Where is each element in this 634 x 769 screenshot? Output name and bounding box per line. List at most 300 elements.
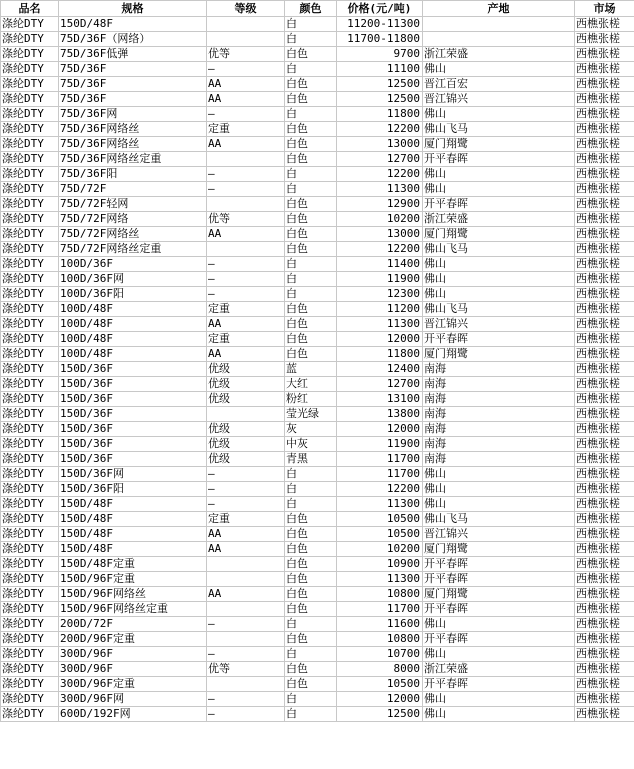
cell-market: 西樵张槎	[575, 377, 634, 392]
cell-spec: 150D/36F	[59, 392, 207, 407]
table-row	[1, 572, 634, 587]
cell-product-name: 涤纶DTY	[1, 617, 59, 632]
cell-grade	[207, 32, 285, 47]
table-row	[1, 317, 634, 332]
cell-market: 西樵张槎	[575, 137, 634, 152]
cell-origin: 佛山	[423, 182, 575, 197]
table-row	[1, 92, 634, 107]
cell-color: 白色	[285, 122, 337, 137]
table-row	[1, 122, 634, 137]
cell-market: 西樵张槎	[575, 422, 634, 437]
cell-price: 10900	[337, 557, 423, 572]
cell-market: 西樵张槎	[575, 62, 634, 77]
cell-product-name: 涤纶DTY	[1, 407, 59, 422]
cell-spec: 150D/48F	[59, 527, 207, 542]
cell-product-name: 涤纶DTY	[1, 197, 59, 212]
table-row	[1, 542, 634, 557]
cell-spec: 100D/36F	[59, 257, 207, 272]
cell-price: 13100	[337, 392, 423, 407]
header-market: 市场	[575, 1, 634, 17]
cell-market: 西樵张槎	[575, 317, 634, 332]
cell-market: 西樵张槎	[575, 512, 634, 527]
cell-market: 西樵张槎	[575, 437, 634, 452]
cell-market: 西樵张槎	[575, 557, 634, 572]
cell-product-name: 涤纶DTY	[1, 32, 59, 47]
table-row	[1, 137, 634, 152]
table-row	[1, 107, 634, 122]
table-row	[1, 437, 634, 452]
cell-market: 西樵张槎	[575, 392, 634, 407]
cell-grade: 优级	[207, 422, 285, 437]
table-row	[1, 17, 634, 32]
cell-market: 西樵张槎	[575, 332, 634, 347]
cell-price: 11100	[337, 62, 423, 77]
cell-origin: 厦门翔鹭	[423, 137, 575, 152]
cell-grade: 优级	[207, 452, 285, 467]
table-row	[1, 707, 634, 722]
cell-grade: 定重	[207, 512, 285, 527]
cell-price: 11700	[337, 467, 423, 482]
cell-grade: —	[207, 182, 285, 197]
table-row	[1, 482, 634, 497]
table-row	[1, 527, 634, 542]
cell-origin: 南海	[423, 437, 575, 452]
cell-price: 11300	[337, 497, 423, 512]
cell-grade: —	[207, 692, 285, 707]
cell-product-name: 涤纶DTY	[1, 182, 59, 197]
cell-grade: —	[207, 467, 285, 482]
cell-product-name: 涤纶DTY	[1, 392, 59, 407]
cell-market: 西樵张槎	[575, 32, 634, 47]
cell-spec: 75D/72F网络丝	[59, 227, 207, 242]
cell-origin: 开平春晖	[423, 572, 575, 587]
cell-product-name: 涤纶DTY	[1, 17, 59, 32]
cell-product-name: 涤纶DTY	[1, 167, 59, 182]
cell-color: 白色	[285, 662, 337, 677]
cell-product-name: 涤纶DTY	[1, 137, 59, 152]
table-row	[1, 287, 634, 302]
cell-spec: 200D/72F	[59, 617, 207, 632]
cell-spec: 150D/36F阳	[59, 482, 207, 497]
cell-product-name: 涤纶DTY	[1, 302, 59, 317]
cell-origin: 厦门翔鹭	[423, 347, 575, 362]
cell-grade: —	[207, 272, 285, 287]
cell-product-name: 涤纶DTY	[1, 557, 59, 572]
cell-product-name: 涤纶DTY	[1, 287, 59, 302]
cell-product-name: 涤纶DTY	[1, 92, 59, 107]
cell-product-name: 涤纶DTY	[1, 377, 59, 392]
cell-origin: 佛山	[423, 287, 575, 302]
cell-market: 西樵张槎	[575, 347, 634, 362]
cell-grade	[207, 407, 285, 422]
cell-grade: —	[207, 62, 285, 77]
cell-price: 12000	[337, 422, 423, 437]
cell-price: 13000	[337, 137, 423, 152]
table-row	[1, 602, 634, 617]
cell-grade: —	[207, 482, 285, 497]
table-row	[1, 692, 634, 707]
cell-price: 11700	[337, 452, 423, 467]
cell-market: 西樵张槎	[575, 362, 634, 377]
cell-price: 12500	[337, 92, 423, 107]
cell-product-name: 涤纶DTY	[1, 47, 59, 62]
cell-market: 西樵张槎	[575, 467, 634, 482]
cell-grade: AA	[207, 587, 285, 602]
cell-product-name: 涤纶DTY	[1, 647, 59, 662]
cell-spec: 150D/36F	[59, 362, 207, 377]
cell-color: 白色	[285, 542, 337, 557]
cell-spec: 100D/48F	[59, 317, 207, 332]
cell-product-name: 涤纶DTY	[1, 317, 59, 332]
cell-spec: 75D/36F网络丝	[59, 122, 207, 137]
cell-origin: 厦门翔鹭	[423, 542, 575, 557]
table-row	[1, 677, 634, 692]
cell-product-name: 涤纶DTY	[1, 692, 59, 707]
table-row	[1, 422, 634, 437]
cell-grade: —	[207, 617, 285, 632]
cell-market: 西樵张槎	[575, 227, 634, 242]
cell-spec: 200D/96F定重	[59, 632, 207, 647]
cell-price: 11800	[337, 107, 423, 122]
cell-spec: 75D/36F网络丝定重	[59, 152, 207, 167]
cell-color: 白色	[285, 527, 337, 542]
cell-grade: AA	[207, 227, 285, 242]
cell-spec: 150D/36F	[59, 452, 207, 467]
cell-origin: 开平春晖	[423, 677, 575, 692]
cell-color: 白色	[285, 47, 337, 62]
cell-grade: —	[207, 167, 285, 182]
cell-color: 青黑	[285, 452, 337, 467]
header-spec: 规格	[59, 1, 207, 17]
cell-price: 12200	[337, 122, 423, 137]
cell-product-name: 涤纶DTY	[1, 152, 59, 167]
cell-grade: —	[207, 287, 285, 302]
table-row	[1, 407, 634, 422]
cell-origin: 开平春晖	[423, 557, 575, 572]
cell-market: 西樵张槎	[575, 647, 634, 662]
table-row	[1, 617, 634, 632]
cell-product-name: 涤纶DTY	[1, 227, 59, 242]
cell-origin: 佛山飞马	[423, 242, 575, 257]
cell-price: 11600	[337, 617, 423, 632]
table-row	[1, 242, 634, 257]
cell-color: 白色	[285, 152, 337, 167]
cell-product-name: 涤纶DTY	[1, 497, 59, 512]
cell-grade: 定重	[207, 122, 285, 137]
cell-origin: 南海	[423, 422, 575, 437]
cell-price: 10800	[337, 587, 423, 602]
cell-product-name: 涤纶DTY	[1, 242, 59, 257]
cell-origin: 佛山	[423, 62, 575, 77]
cell-spec: 150D/48F定重	[59, 557, 207, 572]
cell-origin: 开平春晖	[423, 152, 575, 167]
cell-color: 白色	[285, 317, 337, 332]
cell-origin	[423, 32, 575, 47]
cell-color: 白	[285, 107, 337, 122]
cell-origin: 开平春晖	[423, 197, 575, 212]
cell-spec: 75D/36F网	[59, 107, 207, 122]
cell-grade: AA	[207, 317, 285, 332]
cell-origin: 佛山	[423, 257, 575, 272]
cell-origin: 佛山飞马	[423, 302, 575, 317]
cell-market: 西樵张槎	[575, 182, 634, 197]
cell-spec: 150D/96F网络丝定重	[59, 602, 207, 617]
table-row	[1, 452, 634, 467]
cell-market: 西樵张槎	[575, 47, 634, 62]
cell-price: 10700	[337, 647, 423, 662]
cell-product-name: 涤纶DTY	[1, 107, 59, 122]
cell-market: 西樵张槎	[575, 92, 634, 107]
cell-origin: 晋江锦兴	[423, 317, 575, 332]
cell-market: 西樵张槎	[575, 77, 634, 92]
cell-origin: 晋江锦兴	[423, 92, 575, 107]
cell-grade: AA	[207, 527, 285, 542]
cell-spec: 75D/72F轻网	[59, 197, 207, 212]
cell-color: 白	[285, 707, 337, 722]
cell-color: 白	[285, 17, 337, 32]
cell-price: 10800	[337, 632, 423, 647]
cell-product-name: 涤纶DTY	[1, 212, 59, 227]
cell-price: 11800	[337, 347, 423, 362]
cell-origin: 浙江荣盛	[423, 212, 575, 227]
cell-grade: —	[207, 647, 285, 662]
cell-grade: 优等	[207, 47, 285, 62]
cell-market: 西樵张槎	[575, 242, 634, 257]
cell-origin: 厦门翔鹭	[423, 587, 575, 602]
cell-origin: 佛山	[423, 167, 575, 182]
cell-price: 12000	[337, 332, 423, 347]
cell-market: 西樵张槎	[575, 707, 634, 722]
cell-price: 12700	[337, 377, 423, 392]
cell-grade	[207, 632, 285, 647]
cell-grade: AA	[207, 137, 285, 152]
cell-product-name: 涤纶DTY	[1, 62, 59, 77]
cell-product-name: 涤纶DTY	[1, 452, 59, 467]
table-body	[1, 17, 634, 722]
table-row	[1, 347, 634, 362]
cell-market: 西樵张槎	[575, 482, 634, 497]
header-color: 颜色	[285, 1, 337, 17]
cell-grade	[207, 17, 285, 32]
cell-grade	[207, 602, 285, 617]
cell-origin: 佛山飞马	[423, 512, 575, 527]
cell-color: 白	[285, 167, 337, 182]
cell-market: 西樵张槎	[575, 527, 634, 542]
cell-color: 白色	[285, 602, 337, 617]
cell-color: 白色	[285, 512, 337, 527]
cell-product-name: 涤纶DTY	[1, 602, 59, 617]
cell-spec: 300D/96F	[59, 647, 207, 662]
cell-color: 白色	[285, 137, 337, 152]
cell-market: 西樵张槎	[575, 497, 634, 512]
cell-color: 白	[285, 272, 337, 287]
cell-color: 白色	[285, 197, 337, 212]
cell-product-name: 涤纶DTY	[1, 707, 59, 722]
cell-origin: 南海	[423, 452, 575, 467]
cell-origin: 南海	[423, 377, 575, 392]
cell-price: 11300	[337, 572, 423, 587]
cell-product-name: 涤纶DTY	[1, 482, 59, 497]
cell-product-name: 涤纶DTY	[1, 257, 59, 272]
cell-spec: 150D/36F网	[59, 467, 207, 482]
cell-market: 西樵张槎	[575, 272, 634, 287]
cell-spec: 150D/36F	[59, 422, 207, 437]
cell-origin: 佛山飞马	[423, 122, 575, 137]
table-row	[1, 272, 634, 287]
cell-market: 西樵张槎	[575, 617, 634, 632]
cell-color: 粉红	[285, 392, 337, 407]
cell-product-name: 涤纶DTY	[1, 122, 59, 137]
cell-origin: 开平春晖	[423, 332, 575, 347]
cell-spec: 75D/36F（网络）	[59, 32, 207, 47]
table-row	[1, 227, 634, 242]
cell-market: 西樵张槎	[575, 122, 634, 137]
cell-grade: —	[207, 257, 285, 272]
cell-price: 11300	[337, 317, 423, 332]
cell-grade: —	[207, 107, 285, 122]
cell-product-name: 涤纶DTY	[1, 632, 59, 647]
cell-market: 西樵张槎	[575, 197, 634, 212]
table-row	[1, 197, 634, 212]
cell-price: 12200	[337, 167, 423, 182]
cell-price: 12200	[337, 482, 423, 497]
cell-market: 西樵张槎	[575, 212, 634, 227]
cell-product-name: 涤纶DTY	[1, 437, 59, 452]
cell-origin: 南海	[423, 392, 575, 407]
cell-color: 白色	[285, 77, 337, 92]
cell-grade	[207, 572, 285, 587]
cell-price: 11200	[337, 302, 423, 317]
cell-price: 11200-11300	[337, 17, 423, 32]
cell-product-name: 涤纶DTY	[1, 572, 59, 587]
cell-color: 莹光绿	[285, 407, 337, 422]
table-row	[1, 32, 634, 47]
cell-product-name: 涤纶DTY	[1, 347, 59, 362]
cell-market: 西樵张槎	[575, 107, 634, 122]
cell-market: 西樵张槎	[575, 302, 634, 317]
cell-product-name: 涤纶DTY	[1, 332, 59, 347]
cell-color: 中灰	[285, 437, 337, 452]
cell-origin: 佛山	[423, 467, 575, 482]
cell-grade: —	[207, 497, 285, 512]
table-row	[1, 77, 634, 92]
cell-price: 10500	[337, 527, 423, 542]
table-row	[1, 167, 634, 182]
table-row	[1, 62, 634, 77]
cell-price: 13800	[337, 407, 423, 422]
cell-product-name: 涤纶DTY	[1, 677, 59, 692]
cell-origin: 佛山	[423, 692, 575, 707]
cell-grade	[207, 242, 285, 257]
cell-color: 白色	[285, 92, 337, 107]
cell-price: 10200	[337, 542, 423, 557]
cell-price: 12500	[337, 77, 423, 92]
table-row	[1, 152, 634, 167]
table-row	[1, 557, 634, 572]
cell-origin: 浙江荣盛	[423, 47, 575, 62]
cell-grade: AA	[207, 77, 285, 92]
cell-color: 白色	[285, 302, 337, 317]
cell-product-name: 涤纶DTY	[1, 527, 59, 542]
cell-origin: 浙江荣盛	[423, 662, 575, 677]
cell-grade: 优级	[207, 392, 285, 407]
cell-spec: 100D/36F网	[59, 272, 207, 287]
table-row	[1, 587, 634, 602]
cell-origin: 开平春晖	[423, 632, 575, 647]
table-row	[1, 302, 634, 317]
cell-spec: 300D/96F	[59, 662, 207, 677]
table-row	[1, 632, 634, 647]
cell-origin: 佛山	[423, 482, 575, 497]
cell-color: 白	[285, 692, 337, 707]
cell-origin: 佛山	[423, 107, 575, 122]
cell-spec: 150D/36F	[59, 407, 207, 422]
cell-product-name: 涤纶DTY	[1, 362, 59, 377]
cell-color: 白	[285, 32, 337, 47]
cell-market: 西樵张槎	[575, 602, 634, 617]
cell-origin: 南海	[423, 407, 575, 422]
cell-price: 11300	[337, 182, 423, 197]
cell-spec: 300D/96F网	[59, 692, 207, 707]
cell-price: 10500	[337, 512, 423, 527]
cell-spec: 150D/36F	[59, 377, 207, 392]
cell-price: 12400	[337, 362, 423, 377]
cell-price: 12200	[337, 242, 423, 257]
table-row	[1, 662, 634, 677]
header-origin: 产地	[423, 1, 575, 17]
cell-grade: AA	[207, 542, 285, 557]
cell-grade: 定重	[207, 302, 285, 317]
cell-spec: 75D/36F	[59, 62, 207, 77]
cell-market: 西樵张槎	[575, 152, 634, 167]
cell-price: 12500	[337, 707, 423, 722]
cell-origin: 晋江百宏	[423, 77, 575, 92]
cell-color: 白色	[285, 632, 337, 647]
cell-price: 11900	[337, 437, 423, 452]
cell-spec: 100D/48F	[59, 332, 207, 347]
cell-grade: 优等	[207, 212, 285, 227]
cell-grade: 优级	[207, 362, 285, 377]
cell-grade: AA	[207, 347, 285, 362]
cell-origin: 佛山	[423, 272, 575, 287]
cell-grade: 优级	[207, 437, 285, 452]
cell-market: 西樵张槎	[575, 572, 634, 587]
cell-color: 蓝	[285, 362, 337, 377]
table-row	[1, 392, 634, 407]
cell-market: 西樵张槎	[575, 632, 634, 647]
cell-origin: 南海	[423, 362, 575, 377]
cell-product-name: 涤纶DTY	[1, 542, 59, 557]
cell-color: 白色	[285, 677, 337, 692]
cell-origin: 晋江锦兴	[423, 527, 575, 542]
cell-market: 西樵张槎	[575, 662, 634, 677]
cell-spec: 300D/96F定重	[59, 677, 207, 692]
cell-spec: 600D/192F网	[59, 707, 207, 722]
cell-grade: AA	[207, 92, 285, 107]
cell-color: 白	[285, 257, 337, 272]
cell-spec: 100D/36F阳	[59, 287, 207, 302]
header-row	[1, 1, 634, 17]
cell-spec: 150D/48F	[59, 512, 207, 527]
cell-spec: 100D/48F	[59, 302, 207, 317]
cell-spec: 150D/36F	[59, 437, 207, 452]
cell-color: 白	[285, 62, 337, 77]
cell-spec: 150D/48F	[59, 497, 207, 512]
cell-market: 西樵张槎	[575, 692, 634, 707]
cell-color: 白色	[285, 212, 337, 227]
cell-grade	[207, 152, 285, 167]
table-row	[1, 497, 634, 512]
